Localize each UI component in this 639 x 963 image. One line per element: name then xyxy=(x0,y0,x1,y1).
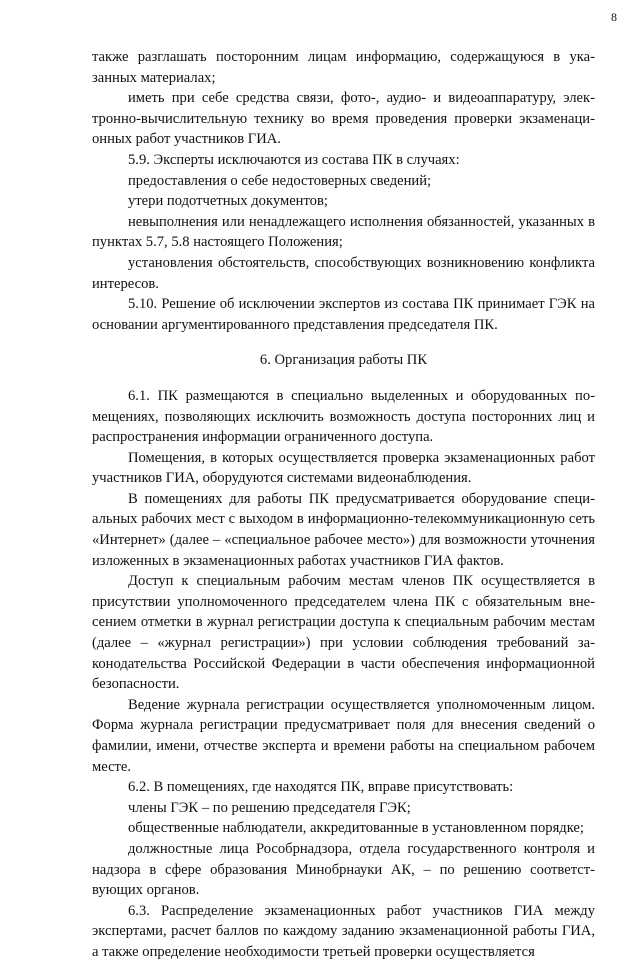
paragraph: должностные лица Рособрнадзора, отдела государственного контроля и надзора в сфере образования Минобрнауки АК, – по решению соответствующих органов. xyxy=(92,840,595,899)
document-body xyxy=(92,47,595,963)
paragraph: 6.1. ПК размещаются в специально выделенных и оборудованных помещениях, позволяющих исключить возможность доступа посторонних лиц и распространения информации ограниченного доступа. xyxy=(92,387,595,446)
paragraph: утери подотчетных документов; xyxy=(128,193,328,210)
section-6-body xyxy=(92,386,595,963)
paragraph: 6.2. В помещениях, где находятся ПК, вправе присутствовать: xyxy=(128,779,514,796)
page-number: 8 xyxy=(611,10,617,24)
paragraph: предоставления о себе недостоверных сведений; xyxy=(128,172,432,189)
section-5-tail xyxy=(92,47,595,335)
paragraph: 5.9. Эксперты исключаются из состава ПК в случаях: xyxy=(128,151,460,168)
paragraph: Доступ к специальным рабочим местам членов ПК осуществляется в присутствии уполномоченного председателем члена ПК с обязательным внесением отметки в журнал регистрации доступа к специальным рабочим местам (далее – «журнал регистрации») при условии соблюдения требований законодательства Российской Федерации в части обеспечения информационной безопасности. xyxy=(92,573,595,693)
paragraph: 6.3. Распределение экзаменационных работ участников ГИА между экспертами, расчет баллов по каждому заданию экзаменационной работы ГИА, а также определение необходимости третьей проверки осуществляется xyxy=(92,902,595,960)
section-6-heading: 6. Организация работы ПК xyxy=(259,352,428,369)
paragraph: также разглашать посторонним лицам информацию, содержащуюся в указанных материалах; xyxy=(92,49,595,86)
paragraph: В помещениях для работы ПК предусматривается оборудование специальных рабочих мест с выходом в информационно-телекоммуникационную сеть «Интернет» (далее – «специальное рабочее место») для возможности уточнения изложенных в экзаменационных работах участников ГИА фактов. xyxy=(92,490,595,569)
paragraph: члены ГЭК – по решению председателя ГЭК; xyxy=(128,799,411,816)
paragraph: Ведение журнала регистрации осуществляется уполномоченным лицом. Форма журнала регистрации предусматривает поля для внесения сведений о фамилии, имени, отчестве эксперта и времени работы на специальном рабочем месте. xyxy=(92,696,595,775)
paragraph: 5.10. Решение об исключении экспертов из состава ПК принимает ГЭК на основании аргументированного представления председателя ПК. xyxy=(92,296,595,333)
paragraph: иметь при себе средства связи, фото-, аудио- и видеоаппаратуру, электронно-вычислительную технику во время проведения проверки экзаменационных работ участников ГИА. xyxy=(92,90,595,148)
paragraph: общественные наблюдатели, аккредитованные в установленном порядке; xyxy=(128,820,584,837)
paragraph: Помещения, в которых осуществляется проверка экзаменационных работ участников ГИА, оборудуются системами видеонаблюдения. xyxy=(92,449,595,487)
paragraph: установления обстоятельств, способствующих возникновению конфликта интересов. xyxy=(92,254,595,292)
paragraph: невыполнения или ненадлежащего исполнения обязанностей, указанных в пунктах 5.7, 5.8 настоящего Положения; xyxy=(92,213,595,251)
